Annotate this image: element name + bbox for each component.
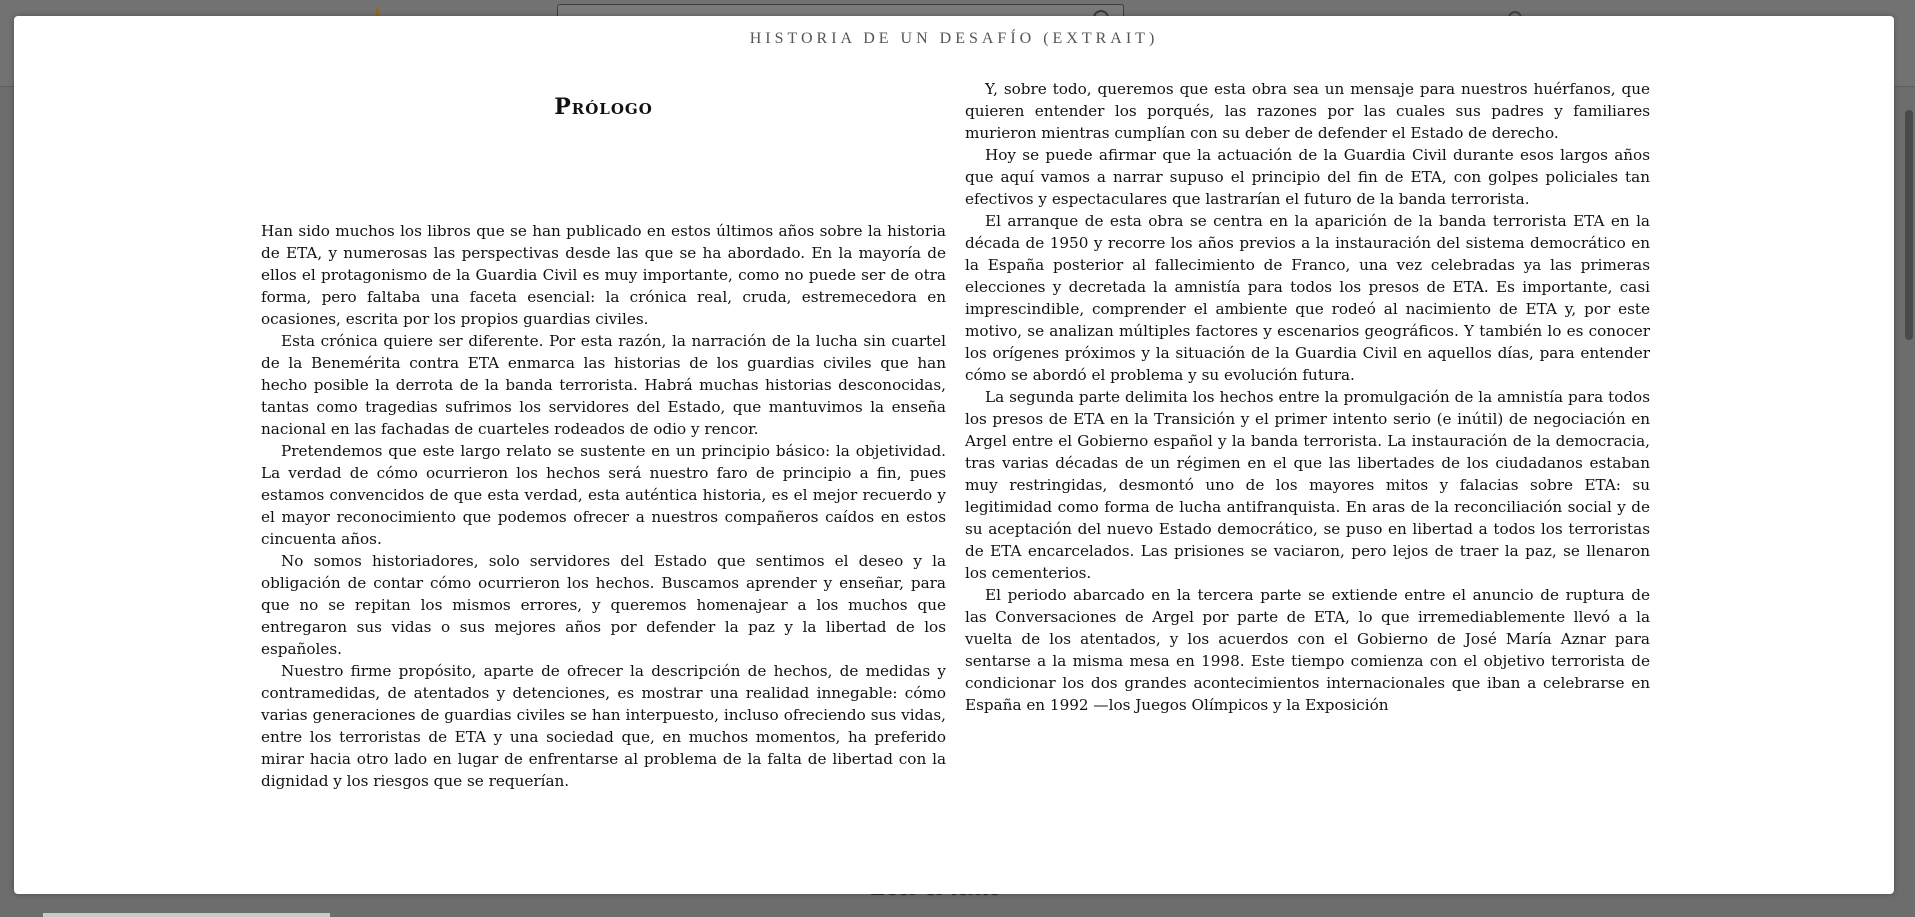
paragraph: Esta crónica quiere ser diferente. Por esta razón, la narración de la lucha sin cuartel de la Benemérita contra ETA enmarca las historias de los guardias civiles que han hecho posible la derrota de la banda terrorista. Habrá muchas historias desconocidas, tantas como tragedias sufrimos los servidores del Estado, que mantuvimos la enseña nacional en las fachadas de cuarteles rodeados de odio y rencor. [261,332,946,438]
paragraph: El periodo abarcado en la tercera parte se extiende entre el anuncio de ruptura de las Conversaciones de Argel por parte de ETA, lo que irremediablemente llevó a la vuelta de los atentados, y los acuerdos con el Gobierno de José María Aznar para sentarse a la misma mesa en 1998. Este tiempo comienza con el objetivo terrorista de condicionar los dos grandes acontecimientos internacionales que iban a celebrarse en España en 1992 —los Juegos Olímpicos y la Exposición [965,586,1650,714]
paragraph: No somos historiadores, solo servidores del Estado que sentimos el deseo y la obligación de contar cómo ocurrieron los hechos. Buscamos aprender y enseñar, para que no se repitan los mismos errores, y queremos homenajear a los muchos que entregaron sus vidas o sus mejores años por defender la paz y la libertad de los españoles. [261,552,946,658]
page-scrollbar[interactable] [1905,110,1913,340]
paragraph: Han sido muchos los libros que se han publicado en estos últimos años sobre la historia de ETA, y numerosas las perspectivas desde las que se ha abordado. En la mayoría de ellos el protagonismo de la Guardia Civil es muy importante, como no puede ser de otra forma, pero faltaba una faceta esencial: la crónica real, cruda, estremecedora en ocasiones, escrita por los propios guardias civiles. [261,222,946,328]
left-text-column [261,78,946,792]
paragraph: Hoy se puede afirmar que la actuación de la Guardia Civil durante esos largos años que aquí vamos a narrar supuso el principio del fin de ETA, con golpes policiales tan efectivos y espectaculares que lastrarían el futuro de la banda terrorista. [965,146,1650,208]
paragraph: El arranque de esta obra se centra en la aparición de la banda terrorista ETA en la década de 1950 y recorre los años previos a la instauración del sistema democrático en la España posterior al fallecimiento de Franco, una vez celebradas ya las primeras elecciones y decretada la amnistía para todos los presos de ETA. Es importante, casi imprescindible, comprender el ambiente que rodeó al nacimiento de ETA y, por este motivo, se analizan múltiples factores y escenarios geográficos. Y también lo es conocer los orígenes próximos y la situación de la Guardia Civil en aquellos días, para entender cómo se abordó el problema y su evolución futura. [965,212,1650,384]
paragraph: Y, sobre todo, queremos que esta obra sea un mensaje para nuestros huérfanos, que quieren entender los porqués, las razones por las cuales sus padres y familiares murieron mientras cumplían con su deber de defender el Estado de derecho. [965,80,1650,142]
paragraph: Nuestro firme propósito, aparte de ofrecer la descripción de hechos, de medidas y contramedidas, de atentados y detenciones, es mostrar una realidad innegable: cómo varias generaciones de guardias civiles se han interpuesto, incluso ofreciendo sus vidas, entre los terroristas de ETA y una sociedad que, en muchos momentos, ha preferido mirar hacia otro lado en lugar de enfrentarse al problema de la falta de libertad con la dignidad y los riesgos que se requerían. [261,662,946,790]
paragraph: La segunda parte delimita los hechos entre la promulgación de la amnistía para todos los presos de ETA en la Transición y el primer intento serio (e inútil) de negociación en Argel entre el Gobierno español y la banda terrorista. La instauración de la democracia, tras varias décadas de un régimen en el que las libertades de los ciudadanos estaban muy restringidas, desmontó uno de los mayores mitos y falacias sobre ETA: su legitimidad como forma de lucha antifranquista. En aras de la reconciliación social y de su aceptación del nuevo Estado democrático, se puso en libertad a todos los terroristas de ETA encarcelados. Las prisiones se vaciaron, pero lejos de traer la paz, se llenaron los cementerios. [965,388,1650,582]
right-text-column [965,78,1650,716]
modal-title: HISTORIA DE UN DESAFÍO (EXTRAIT) [749,30,1159,47]
paragraph: Pretendemos que este largo relato se sustente en un principio básico: la objetividad. La verdad de cómo ocurrieron los hechos será nuestro faro de principio a fin, pues estamos convencidos de que esta verdad, esta auténtica historia, es el mejor recuerdo y el mayor reconocimiento que podemos ofrecer a nuestros compañeros caídos en estos cincuenta años. [261,442,946,548]
book-excerpt-modal [14,16,1894,894]
background-bottom-bar [43,913,330,917]
chapter-heading: Prólogo [554,94,653,120]
